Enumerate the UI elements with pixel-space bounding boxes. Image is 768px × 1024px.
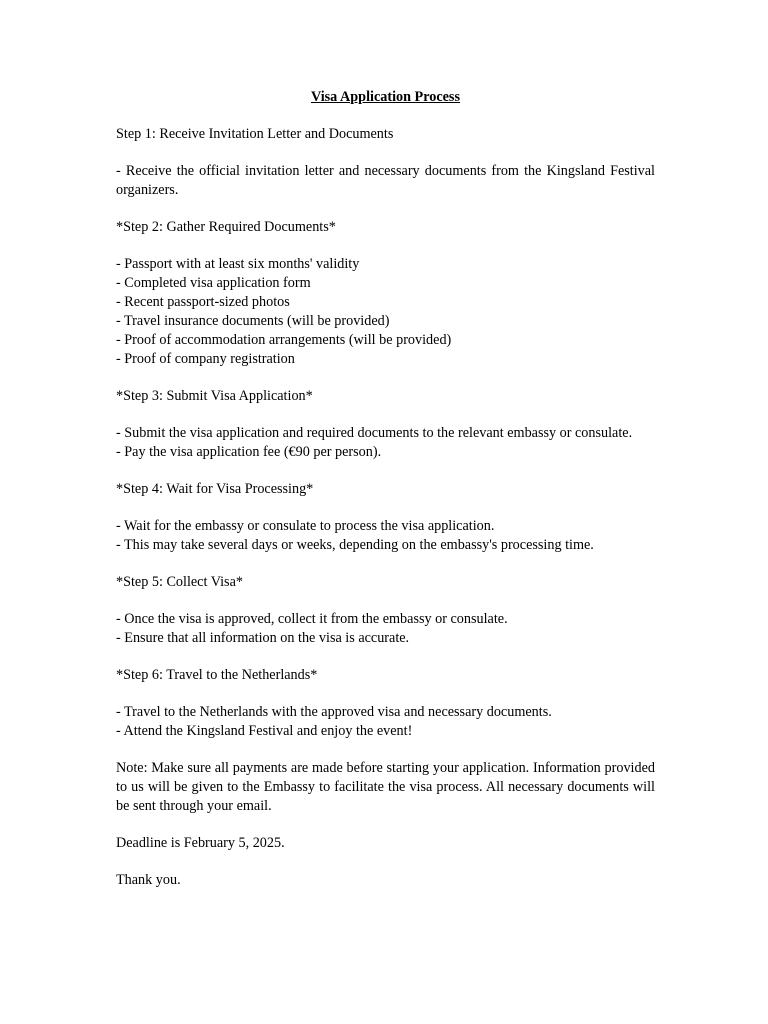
list-item: - Once the visa is approved, collect it from the embassy or consulate. xyxy=(116,611,508,627)
step3-heading: *Step 3: Submit Visa Application* xyxy=(116,388,313,404)
closing-text: Thank you. xyxy=(116,872,181,888)
step5-heading: *Step 5: Collect Visa* xyxy=(116,574,243,590)
step2-list xyxy=(116,255,655,369)
step5-list xyxy=(116,610,655,648)
step4-heading: *Step 4: Wait for Visa Processing* xyxy=(116,481,314,497)
step6-list xyxy=(116,703,655,741)
step6-heading: *Step 6: Travel to the Netherlands* xyxy=(116,667,318,683)
step3-list xyxy=(116,424,655,462)
document-page xyxy=(116,88,655,908)
step2-heading: *Step 2: Gather Required Documents* xyxy=(116,219,336,235)
note-paragraph: Note: Make sure all payments are made before starting your application. Information provided to us will be given to the Embassy to facilitate the visa process. All necessary documents will be sent through your email. xyxy=(116,760,655,814)
list-item: - Travel to the Netherlands with the approved visa and necessary documents. xyxy=(116,704,552,720)
list-item: - Pay the visa application fee (€90 per person). xyxy=(116,444,382,460)
step4-list xyxy=(116,517,655,555)
list-item: - Attend the Kingsland Festival and enjoy the event! xyxy=(116,723,413,739)
list-item: - Travel insurance documents (will be provided) xyxy=(116,313,390,329)
list-item: - Ensure that all information on the visa is accurate. xyxy=(116,630,410,646)
list-item: - This may take several days or weeks, depending on the embassy's processing time. xyxy=(116,537,594,553)
list-item: - Completed visa application form xyxy=(116,275,311,291)
deadline-text: Deadline is February 5, 2025. xyxy=(116,835,285,851)
list-item: - Wait for the embassy or consulate to process the visa application. xyxy=(116,518,495,534)
list-item: - Submit the visa application and required documents to the relevant embassy or consulate. xyxy=(116,425,633,441)
list-item: - Recent passport-sized photos xyxy=(116,294,290,310)
list-item: - Proof of accommodation arrangements (will be provided) xyxy=(116,332,452,348)
list-item: - Passport with at least six months' validity xyxy=(116,256,360,272)
step1-text: - Receive the official invitation letter and necessary documents from the Kingsland Festival organizers. xyxy=(116,163,655,198)
list-item: - Proof of company registration xyxy=(116,351,295,367)
step1-heading: Step 1: Receive Invitation Letter and Documents xyxy=(116,126,394,142)
document-title: Visa Application Process xyxy=(311,89,460,105)
